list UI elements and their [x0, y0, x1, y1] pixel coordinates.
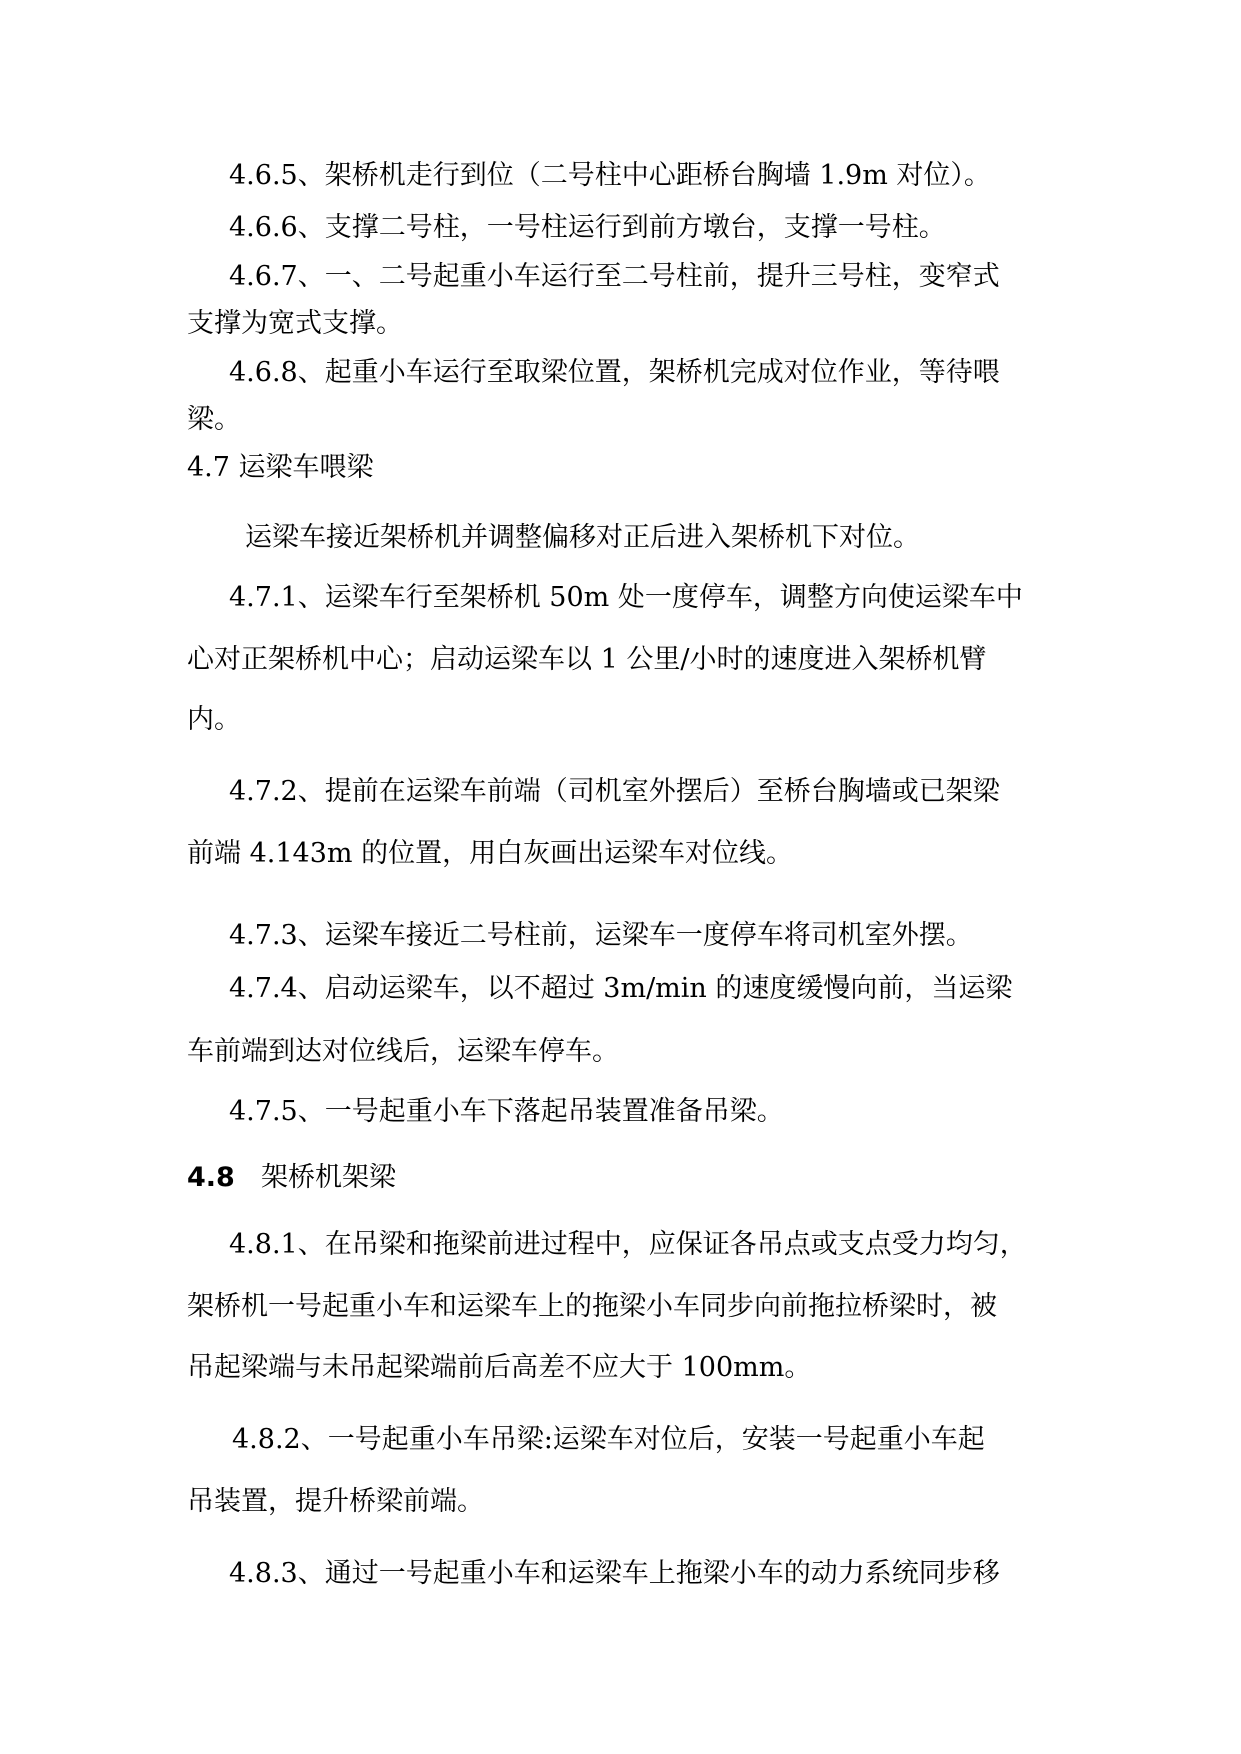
text-line: 支撑为宽式支撑。: [187, 308, 403, 339]
text-line: 4.6.5、架桥机走行到位（二号柱中心距桥台胸墙 1.9m 对位）。: [229, 160, 991, 191]
text-line: 4.7.1、运梁车行至架桥机 50m 处一度停车，调整方向使运梁车中: [229, 582, 1023, 613]
text-line: 车前端到达对位线后，运梁车停车。: [187, 1036, 619, 1067]
text-line: 梁。: [187, 404, 241, 435]
text-line: 4.6.8、起重小车运行至取梁位置，架桥机完成对位作业，等待喂: [229, 357, 1000, 388]
text-line: 运梁车接近架桥机并调整偏移对正后进入架桥机下对位。: [245, 522, 920, 553]
text-line: 内。: [187, 704, 241, 735]
text-line: 4.8.3、通过一号起重小车和运梁车上拖梁小车的动力系统同步移: [229, 1558, 1000, 1589]
text-line: 4.7.2、提前在运梁车前端（司机室外摆后）至桥台胸墙或已架梁: [229, 776, 1000, 807]
text-line: 架桥机一号起重小车和运梁车上的拖梁小车同步向前拖拉桥梁时，被: [187, 1291, 997, 1322]
section-heading: 4.7 运梁车喂梁: [187, 452, 374, 483]
text-line: 4.8.2、一号起重小车吊梁:运梁车对位后，安装一号起重小车起: [232, 1424, 985, 1455]
text-line: 4.6.7、一、二号起重小车运行至二号柱前，提升三号柱，变窄式: [229, 261, 1000, 292]
section-number: 4.8: [187, 1162, 235, 1193]
text-line: 4.7.4、启动运梁车，以不超过 3m/min 的速度缓慢向前，当运梁: [229, 973, 1013, 1004]
text-line: 4.8.1、在吊梁和拖梁前进过程中，应保证各吊点或支点受力均匀，: [229, 1229, 1027, 1260]
text-line: 吊装置，提升桥梁前端。: [187, 1486, 484, 1517]
text-line: 4.6.6、支撑二号柱，一号柱运行到前方墩台，支撑一号柱。: [229, 212, 946, 243]
section-heading: 架桥机架梁: [261, 1162, 396, 1193]
text-line: 心对正架桥机中心；启动运梁车以 1 公里/小时的速度进入架桥机臂: [187, 644, 987, 675]
text-line: 4.7.5、一号起重小车下落起吊装置准备吊梁。: [229, 1096, 784, 1127]
text-line: 前端 4.143m 的位置，用白灰画出运梁车对位线。: [187, 838, 794, 869]
text-line: 吊起梁端与未吊起梁端前后高差不应大于 100mm。: [187, 1352, 812, 1383]
text-line: 4.7.3、运梁车接近二号柱前，运梁车一度停车将司机室外摆。: [229, 920, 973, 951]
